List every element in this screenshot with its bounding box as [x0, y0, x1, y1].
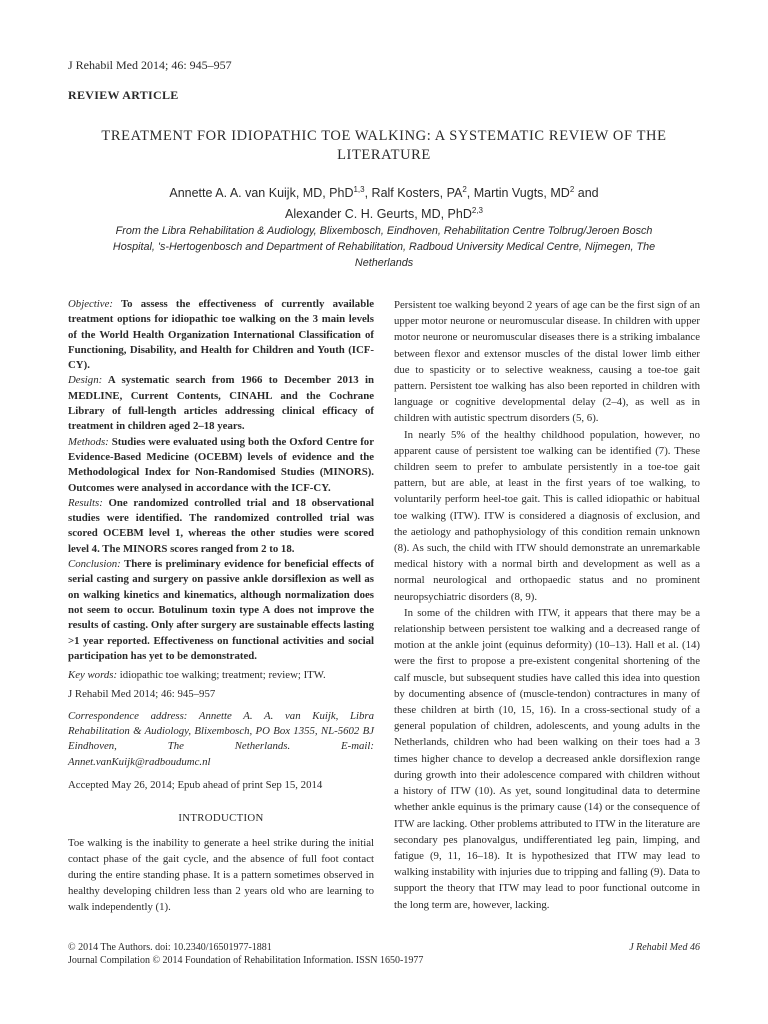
correspondence-address: Correspondence address: Annette A. A. van Kuijk, Libra Rehabilitation & Audiology, Blixembosch, PO Box 1355, NL-5602 BJ Eindhoven, The Netherlands. E-mail: Annet.vanKuijk@radboudumc.nl: [68, 709, 374, 768]
design-text: A systematic search from 1966 to December 2013 in MEDLINE, Current Contents, CINAHL and the Cochrane Library of full-length articles addressing clinical efficacy of treatment in children aged 2–18 years.: [68, 374, 374, 433]
author-2: , Ralf Kosters, PA: [364, 186, 463, 201]
methods-text: Studies were evaluated using both the Oxford Centre for Evidence-Based Medicine (OCEBM) levels of evidence and the Methodological Index for Non-Randomised Studies (MINORS). Outcomes were analysed in accordance with the ICF-CY.: [68, 435, 374, 494]
author-2-affil: 2: [462, 185, 467, 194]
author-1: Annette A. A. van Kuijk, MD, PhD: [169, 186, 354, 201]
right-column: [394, 297, 700, 913]
journal-reference: J Rehabil Med 2014; 46: 945–957: [68, 58, 232, 72]
design-label: Design:: [68, 374, 103, 387]
keywords-text: idiopathic toe walking; treatment; review; ITW.: [117, 669, 326, 682]
body-paragraph-2: In nearly 5% of the healthy childhood population, however, no apparent cause of persistent toe walking can be identified (7). These children seem to prefer to ambulate persistently in a toe-toe gait pattern, but are able, at least in the first years of toe walking, to voluntarily perform heel-toe gait. This is called idiopathic or habitual toe walking (ITW). ITW is considered a diagnosis of exclusion, and the aetiology and pathophysiology of this condition remain unknown (8). As such, the child with ITW should demonstrate an unremarkable medical history with a normal birth and development as well as a normal neurological and orthopaedic status and no prominent neuropsychiatric disorders (8, 9).: [394, 428, 700, 603]
author-4-affil: 2,3: [471, 206, 483, 216]
abstract-conclusion: [68, 557, 374, 664]
affiliations: From the Libra Rehabilitation & Audiology, Blixembosch, Eindhoven, Rehabilitation Centre Tolbrug/Jeroen Bosch Hospital, 's-Hertogenbosch and Department of Rehabilitation, Radboud University Medical Centre, Nijmegen, The Netherlands: [112, 225, 656, 270]
footer-copyright: [68, 942, 423, 967]
accepted-date: Accepted May 26, 2014; Epub ahead of print Sep 15, 2014: [68, 778, 323, 791]
introduction-heading: INTRODUCTION: [178, 812, 264, 825]
footer-journal: J Rehabil Med 46: [629, 942, 700, 953]
citation: J Rehabil Med 2014; 46: 945–957: [68, 688, 216, 701]
author-list: [60, 181, 708, 223]
body-paragraph-1: Persistent toe walking beyond 2 years of age can be the first sign of an upper motor neurone or neuromuscular disease. In children with upper motor neurone or neuromuscular diseases there is a striking imbalance between flexor and extensor muscles of the distal lower limb either due to spasticity or to selective weakness, causing a toe-toe gait pattern. Persistent toe walking has also been reported in children with language or cognitive developmental delay (2–4), as well as in children with autistic spectrum disorders (5, 6).: [394, 299, 700, 425]
author-3-affil: 2: [569, 185, 575, 194]
keywords-label: Key words:: [68, 669, 118, 682]
body-paragraph-3: In some of the children with ITW, it appears that there may be a relationship between persistent toe walking and a decreased range of motion at the ankle joint (equinus deformity) (10–13). Hall et al. (14) were the first to propose a pre-existent congenital shortening of the calf muscle, but subsequent studies have called this idea into question by documenting absence of (muscle-tendon) contractures in many of these children at birth (10, 15, 16). In a cross-sectional study of a general population of children, adolescents, and young adults in the Netherlands, children who had been walking on their toes had a 3 times higher chance to develop a decreased ankle dorsiflexion range during growth into their adolescence compared with children without a history of ITW (10). As yet, sound longitudinal data to determine whether ankle equinus is the primary cause (14) or the consequence of ITW are lacking. Other problems attributed to ITW in the literature are secondary pes planovalgus, undifferentiated leg pain, limping, and fatigue (9, 11, 16–18). It is hypothesized that ITW may lead to walking instability with injuries due to tripping and falling (9). Data to support the theory that ITW may lead to poor functional outcome in the long term are, however, lacking.: [394, 606, 700, 911]
abstract-methods: [68, 435, 374, 496]
abstract-results: [68, 496, 374, 557]
author-3: , Martin Vugts, MD: [466, 186, 570, 201]
abstract-objective: [68, 297, 374, 373]
results-text: One randomized controlled trial and 18 observational studies were identified. The randomized controlled trial was scored OCEBM level 1, whereas the other studies were scored level 4. The MINORS scores ranged from 2 to 18.: [68, 496, 374, 555]
article-title: TREATMENT FOR IDIOPATHIC TOE WALKING: A SYSTEMATIC REVIEW OF THE LITERATURE: [101, 128, 667, 163]
objective-label: Objective:: [68, 298, 113, 310]
conclusion-label: Conclusion:: [68, 558, 121, 571]
introduction-paragraph: Toe walking is the inability to generate a heel strike during the initial contact phase of the gait cycle, and the absence of full foot contact during the entire standing phase. It is a pattern sometimes observed in healthy developing children less than 2 years old who are learning to walk independently (1).: [68, 836, 374, 914]
author-3-tail: and: [574, 186, 599, 201]
article-type: REVIEW ARTICLE: [68, 88, 179, 102]
abstract-design: [68, 373, 374, 434]
objective-text: To assess the effectiveness of currently available treatment options for idiopathic toe walking on the 3 main levels of the World Health Organization International Classification of Functioning, Disability, and Health for Children and Youth (ICF-CY).: [68, 298, 374, 372]
methods-label: Methods:: [68, 435, 109, 448]
author-1-affil: 1,3: [353, 185, 365, 194]
author-4: Alexander C. H. Geurts, MD, PhD: [285, 207, 472, 222]
footer-doi: © 2014 The Authors. doi: 10.2340/16501977-1881: [68, 942, 272, 953]
conclusion-text: There is preliminary evidence for beneficial effects of serial casting and surgery on passive ankle dorsiflexion as well as on walking kinetics and kinematics, although normalization does not seem to occur. Botulinum toxin type A does not improve the results of casting. Only after surgery are sustainable effects lasting >1 year reported. Effectiveness on functional activities and social participation has yet to be demonstrated.: [68, 558, 374, 662]
keywords: [68, 668, 374, 683]
footer-issn: Journal Compilation © 2014 Foundation of Rehabilitation Information. ISSN 1650-1977: [68, 954, 424, 966]
results-label: Results:: [68, 496, 103, 509]
left-column: [68, 297, 374, 916]
